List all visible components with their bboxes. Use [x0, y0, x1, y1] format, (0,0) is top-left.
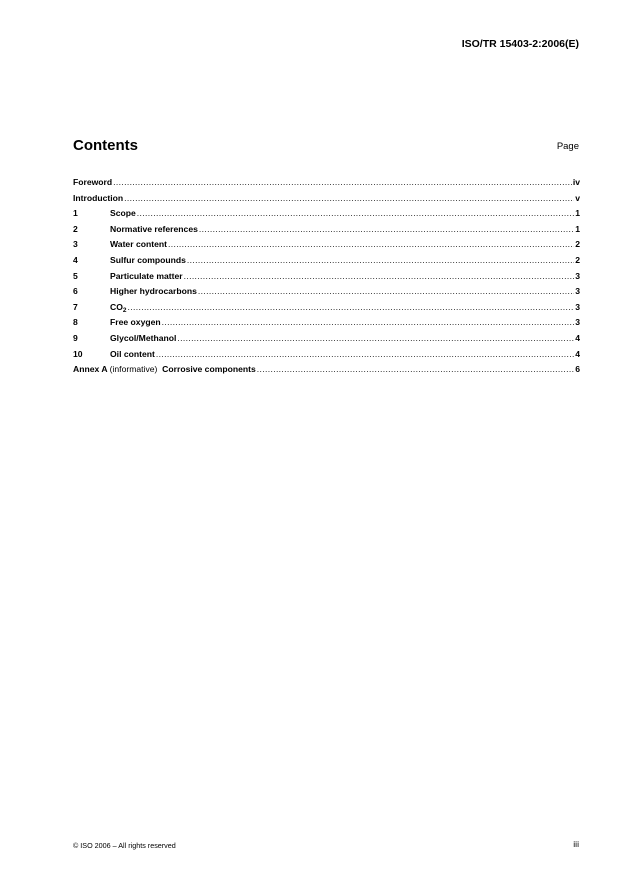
toc-entry-oil-content[interactable] [73, 349, 580, 365]
toc-entry-introduction[interactable] [73, 193, 580, 209]
footer-page-number: iii [573, 839, 579, 849]
annex-qualifier: (informative) [109, 364, 158, 375]
dot-leader [156, 349, 574, 359]
dot-leader [113, 177, 572, 187]
toc-entry-particulate-matter[interactable] [73, 271, 580, 287]
toc-entry-number: 10 [73, 348, 83, 359]
toc-entry-title: Free oxygen [110, 317, 161, 328]
document-identifier: ISO/TR 15403-2:2006(E) [461, 38, 579, 50]
toc-entry-number: 3 [73, 239, 78, 250]
toc-entry-sulfur-compounds[interactable] [73, 255, 580, 271]
table-of-contents [73, 177, 580, 380]
toc-entry-title [73, 364, 256, 374]
toc-entry-title: Water content [110, 239, 167, 250]
toc-entry-page: 2 [575, 239, 580, 250]
toc-entry-title: Normative references [110, 223, 198, 234]
toc-entry-number: 1 [73, 208, 78, 219]
toc-entry-page: 4 [575, 332, 580, 343]
toc-entry-page: 3 [575, 270, 580, 281]
toc-entry-number: 7 [73, 301, 78, 312]
toc-entry-title: Oil content [110, 348, 155, 359]
dot-leader [137, 208, 574, 218]
toc-entry-title: Particulate matter [110, 270, 183, 281]
toc-entry-title: Foreword [73, 177, 113, 187]
toc-entry-page: 3 [575, 301, 580, 312]
toc-entry-higher-hydrocarbons[interactable] [73, 286, 580, 302]
toc-entry-title-main: CO [110, 301, 123, 312]
dot-leader [162, 317, 575, 327]
toc-entry-foreword[interactable] [73, 177, 580, 193]
footer-copyright: © ISO 2006 – All rights reserved [73, 841, 176, 850]
toc-entry-title: Glycol/Methanol [110, 332, 177, 343]
contents-title: Contents [73, 137, 138, 154]
toc-entry-page: iv [572, 177, 580, 187]
toc-entry-page: 6 [575, 364, 580, 375]
toc-entry-co2[interactable] [73, 302, 580, 318]
dot-leader [199, 224, 574, 234]
dot-leader [257, 364, 574, 374]
toc-entry-page: 2 [575, 254, 580, 265]
dot-leader [198, 286, 574, 296]
toc-entry-water-content[interactable] [73, 239, 580, 255]
toc-entry-number: 8 [73, 317, 78, 328]
annex-prefix: Annex A [73, 364, 108, 375]
toc-entry-page: 4 [575, 348, 580, 359]
toc-entry-title: Higher hydrocarbons [110, 286, 197, 297]
toc-entry-page: 1 [575, 223, 580, 234]
toc-entry-number: 5 [73, 270, 78, 281]
toc-entry-title-subscript: 2 [122, 306, 127, 314]
toc-entry-number: 9 [73, 332, 78, 343]
dot-leader [128, 302, 575, 312]
toc-entry-page: 3 [575, 317, 580, 328]
page-column-heading: Page [556, 141, 579, 152]
dot-leader [124, 193, 574, 203]
toc-entry-normative-references[interactable] [73, 224, 580, 240]
toc-entry-glycol-methanol[interactable] [73, 333, 580, 349]
toc-entry-scope[interactable] [73, 208, 580, 224]
dot-leader [168, 239, 574, 249]
toc-entry-number: 4 [73, 254, 78, 265]
toc-entry-title: Introduction [73, 192, 124, 203]
toc-entry-free-oxygen[interactable] [73, 317, 580, 333]
toc-entry-number: 2 [73, 223, 78, 234]
toc-entry-number: 6 [73, 286, 78, 297]
toc-entry-page: 3 [575, 286, 580, 297]
dot-leader [184, 271, 575, 281]
toc-entry-title: Scope [110, 208, 136, 219]
toc-entry-title: Sulfur compounds [110, 254, 186, 265]
dot-leader [187, 255, 574, 265]
annex-title: Corrosive components [162, 364, 256, 375]
toc-entry-title [110, 302, 127, 312]
toc-entry-page: v [575, 192, 580, 203]
toc-entry-annex-a[interactable] [73, 364, 580, 380]
toc-entry-page: 1 [575, 208, 580, 219]
dot-leader [177, 333, 574, 343]
